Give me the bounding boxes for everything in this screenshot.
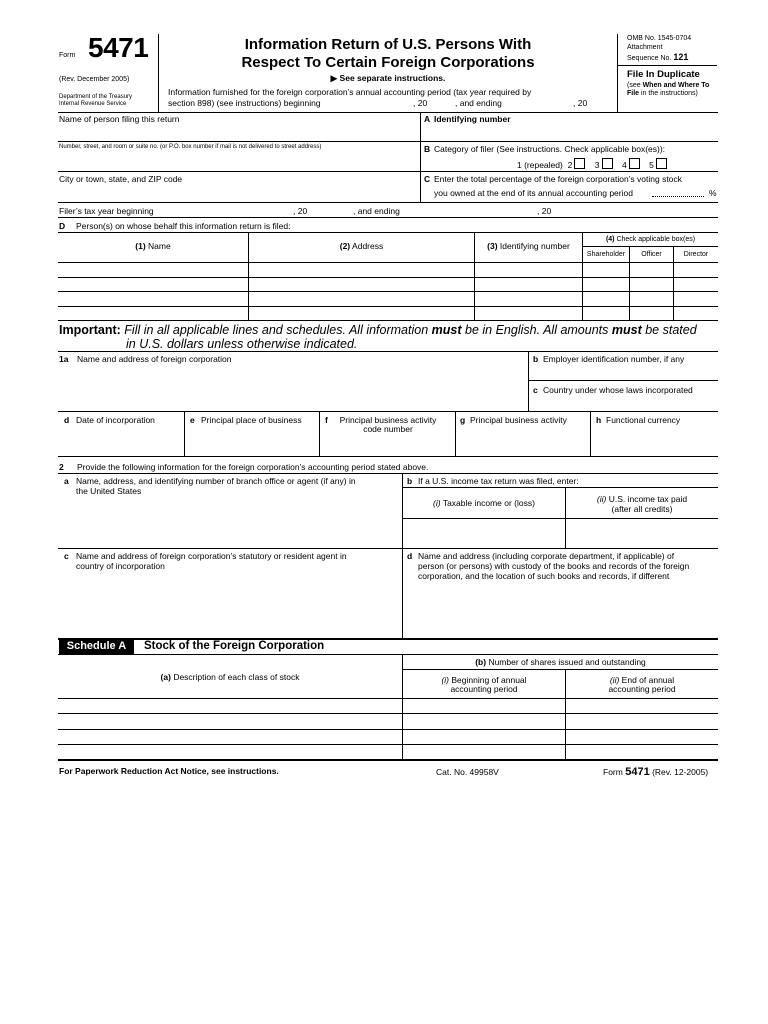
d-subheader-rule xyxy=(582,246,718,247)
rule-202 xyxy=(58,202,718,203)
persons-letter: D xyxy=(59,221,66,231)
dept-treasury: Department of the Treasury xyxy=(59,94,133,100)
period-line2-begin: section 898) (see instructions) beginning xyxy=(168,98,321,108)
see-when-suffix: in the instructions) xyxy=(641,90,698,97)
schedule-a-col-bi-2: accounting period xyxy=(450,684,518,694)
form-number: 5471 xyxy=(88,32,149,63)
line2c-label-1: Name and address of foreign corporation’s statutory or resident agent in xyxy=(76,551,347,561)
category-4-checkbox[interactable] xyxy=(629,158,640,169)
tax-year-20a: , 20 xyxy=(293,206,308,216)
line1b-label: Employer identification number, if any xyxy=(543,354,685,364)
line2bi-header xyxy=(403,498,565,508)
schedule-a-col-b-text: Number of shares issued and outstanding xyxy=(488,657,646,667)
period-line1: Information furnished for the foreign corporation’s annual accounting period (tax year required by xyxy=(168,87,532,97)
filer-col-divider xyxy=(420,112,421,202)
sequence-number xyxy=(627,53,688,63)
line2a-letter: a xyxy=(64,476,69,486)
line2a-label-1: Name, address, and identifying number of branch office or agent (if any) in xyxy=(76,476,356,486)
arrow-right-icon: ▶ xyxy=(330,73,338,83)
tax-year-20b: , 20 xyxy=(537,206,552,216)
line1e-label: Principal place of business xyxy=(201,415,302,425)
see-when-bold: When and Where To File xyxy=(627,82,710,97)
period-line2-ending: , and ending xyxy=(455,98,502,108)
line1b-letter: b xyxy=(533,354,539,364)
line2bii-text1: U.S. income tax paid xyxy=(608,494,688,504)
schedule-a-col-a-num: (a) xyxy=(160,672,171,682)
schedule-a-col-bii-num: (ii) xyxy=(609,675,620,685)
important-text2: be in English. All amounts xyxy=(465,323,609,337)
d-col-name-header xyxy=(58,241,248,251)
rule-171 xyxy=(58,171,718,172)
paperwork-notice: For Paperwork Reduction Act Notice, see instructions. xyxy=(59,766,279,776)
schedule-a-row-rule-2 xyxy=(58,713,718,714)
footer-form-number: 5471 xyxy=(625,766,650,778)
d-sub-officer: Officer xyxy=(641,251,662,258)
line2bi-num: (i) xyxy=(433,498,441,508)
line2b-header-rule xyxy=(402,487,718,488)
d-row-rule-5 xyxy=(58,320,718,321)
schedule-a-col-bi-text1: Beginning of annual xyxy=(451,675,527,685)
line1-def-div-3 xyxy=(455,411,456,456)
line2b-value-top xyxy=(402,518,718,519)
schedule-a-title: Stock of the Foreign Corporation xyxy=(144,640,325,652)
line2d-label-1: Name and address (including corporate department, if applicable) of xyxy=(418,551,675,561)
see-instructions-text: See separate instructions. xyxy=(339,73,446,83)
line2bii-num: (ii) xyxy=(596,494,607,504)
line1h-label: Functional currency xyxy=(606,415,681,425)
d-row-rule-2 xyxy=(58,277,718,278)
see-when-prefix: (see xyxy=(627,82,641,89)
schedule-a-col-a-text: Description of each class of stock xyxy=(173,672,300,682)
tax-year-ending: , and ending xyxy=(353,206,400,216)
category-label: Category of filer (See instructions. Check applicable box(es)): xyxy=(434,144,666,154)
schedule-a-col-a xyxy=(58,672,402,682)
d-col-check-text: Check applicable box(es) xyxy=(616,236,696,243)
line1a-label: Name and address of foreign corporation xyxy=(77,354,232,364)
voting-stock-percent: % xyxy=(709,188,717,198)
line1-def-div-1 xyxy=(184,411,185,456)
line2b-letter: b xyxy=(407,476,413,486)
schedule-a-row-rule-3 xyxy=(58,729,718,730)
category-5-label: 5 xyxy=(649,160,654,170)
line1d-label: Date of incorporation xyxy=(76,415,155,425)
line1g-label: Principal business activity xyxy=(470,415,567,425)
category-letter: B xyxy=(424,144,431,154)
line2-num: 2 xyxy=(59,462,64,472)
schedule-a-row-rule-4 xyxy=(58,744,718,745)
cat-number: Cat. No. 49958V xyxy=(436,767,499,777)
category-2-label: 2 xyxy=(567,160,573,170)
line2d-letter: d xyxy=(407,551,413,561)
form-title-line2: Respect To Certain Foreign Corporations xyxy=(241,54,535,71)
line1-top xyxy=(58,351,718,352)
line2c-letter: c xyxy=(64,551,69,561)
line2b-label: If a U.S. income tax return was filed, enter: xyxy=(418,476,579,486)
category-3-checkbox[interactable] xyxy=(602,158,613,169)
line1d-letter: d xyxy=(64,415,70,425)
schedule-a-col-bii-2: accounting period xyxy=(608,684,676,694)
voting-stock-label-2: you owned at the end of its annual accounting period xyxy=(434,188,633,198)
form-label: Form xyxy=(59,52,76,59)
omb-divider xyxy=(617,65,717,66)
line2-top xyxy=(58,473,718,474)
line2-intro: Provide the following information for the foreign corporation’s accounting period stated above. xyxy=(77,462,429,472)
line2bi-text: Taxable income or (loss) xyxy=(442,498,535,508)
d-table-top xyxy=(58,232,718,233)
attachment-label: Attachment xyxy=(627,44,663,51)
rule-217 xyxy=(58,217,718,218)
d-sub-shareholder: Shareholder xyxy=(586,251,626,258)
line1g-letter: g xyxy=(460,415,466,425)
line2bii-header-1 xyxy=(566,494,718,504)
footer-form-word: Form xyxy=(603,767,623,777)
d-col-check-num: (4) xyxy=(605,236,615,243)
voting-stock-label-1: Enter the total percentage of the foreign corporation’s voting stock xyxy=(434,174,682,184)
city-label: City or town, state, and ZIP code xyxy=(59,174,183,184)
schedule-a-col-b-num: (b) xyxy=(475,657,487,667)
line1c-label: Country under whose laws incorporated xyxy=(543,385,693,395)
category-3-label: 3 xyxy=(594,160,600,170)
tax-year-label: Filer’s tax year beginning xyxy=(59,206,154,216)
sequence-value: 121 xyxy=(673,52,689,62)
line2a-label-2: the United States xyxy=(76,486,142,496)
category-1-label: 1 (repealed) xyxy=(517,160,563,170)
d-row-rule-1 xyxy=(58,262,718,263)
d-row-rule-3 xyxy=(58,291,718,292)
schedule-a-col-b xyxy=(403,657,718,667)
important-text3: be stated xyxy=(645,323,697,337)
irs-label: Internal Revenue Service xyxy=(59,101,127,107)
line1a-num: 1a xyxy=(59,354,69,364)
line2bii-header-2: (after all credits) xyxy=(611,504,673,514)
footer-form-ref xyxy=(603,767,708,777)
d-col-name-text: Name xyxy=(148,241,171,251)
file-in-duplicate: File In Duplicate xyxy=(627,69,700,80)
line1-def-div-2 xyxy=(319,411,320,456)
line1f-label-2: code number xyxy=(363,424,413,434)
category-5-checkbox[interactable] xyxy=(656,158,667,169)
identifying-number-label: Identifying number xyxy=(434,114,511,124)
line1e-letter: e xyxy=(190,415,195,425)
voting-stock-input[interactable] xyxy=(652,196,704,197)
important-notice xyxy=(59,323,724,337)
d-col-idnum-text: Identifying number xyxy=(499,241,570,251)
form-title-line1: Information Return of U.S. Persons With xyxy=(244,36,532,53)
category-2-checkbox[interactable] xyxy=(574,158,585,169)
d-row-rule-4 xyxy=(58,306,718,307)
identifying-number-letter: A xyxy=(424,114,431,124)
category-options xyxy=(517,158,667,170)
category-4-label: 4 xyxy=(621,160,627,170)
header-divider-right xyxy=(617,34,618,112)
line2d-label-3: corporation, and the location of such books and records, if different xyxy=(418,571,670,581)
important-must1: must xyxy=(431,323,462,337)
line2c-label-2: country of incorporation xyxy=(76,561,165,571)
important-label: Important: xyxy=(59,323,121,337)
omb-number: OMB No. 1545-0704 xyxy=(627,35,692,42)
period-line2-20b: , 20 xyxy=(573,98,588,108)
d-col-address-text: Address xyxy=(352,241,384,251)
line1b-bottom xyxy=(528,380,718,381)
street-label: Number, street, and room or suite no. (or P.O. box number if mail is not delivered to street address) xyxy=(59,144,322,150)
line2d-label-2: person (or persons) with custody of the books and records of the foreign xyxy=(418,561,690,571)
line1-def-top xyxy=(58,411,718,412)
d-col-address-header xyxy=(249,241,474,251)
schedule-a-tag: Schedule A xyxy=(59,639,134,654)
line1f-label-1: Principal business activity xyxy=(339,415,437,425)
see-when-where xyxy=(627,82,719,98)
d-col-idnum-num: (3) xyxy=(487,241,498,251)
period-line2-20a: , 20 xyxy=(413,98,428,108)
d-col-name-num: (1) xyxy=(135,241,146,251)
schedule-a-bottom xyxy=(58,759,718,761)
d-sub-director: Director xyxy=(683,251,709,258)
line1f-letter: f xyxy=(325,415,328,425)
schedule-a-title-bottom xyxy=(58,654,718,655)
line2-mid-rule xyxy=(58,548,718,549)
persons-label: Person(s) on whose behalf this information return is filed: xyxy=(76,221,291,231)
schedule-a-sub-rule xyxy=(402,669,718,670)
important-text4: in U.S. dollars unless otherwise indicated. xyxy=(126,337,358,351)
schedule-a-row-rule-1 xyxy=(58,698,718,699)
rule-141 xyxy=(58,141,718,142)
d-col-check-header xyxy=(583,236,718,244)
header-bottom-rule xyxy=(58,112,718,113)
important-must2: must xyxy=(611,323,642,337)
header-divider-left xyxy=(158,34,159,112)
line1c-letter: c xyxy=(533,385,538,395)
schedule-a-col-bii-text1: End of annual xyxy=(621,675,675,685)
line1-def-div-4 xyxy=(590,411,591,456)
line1-bottom xyxy=(58,456,718,457)
d-col-idnum-header xyxy=(475,241,582,251)
sequence-label: Sequence No. xyxy=(627,55,672,62)
important-text1: Fill in all applicable lines and schedules. All information xyxy=(124,323,429,337)
schedule-a-col-bi-num: (i) xyxy=(441,675,450,685)
filer-name-label: Name of person filing this return xyxy=(59,114,180,124)
revision-date: (Rev. December 2005) xyxy=(59,76,130,83)
line1-col-divider xyxy=(528,351,529,411)
see-instructions xyxy=(160,73,616,83)
line1h-letter: h xyxy=(596,415,602,425)
d-col-address-num: (2) xyxy=(339,241,351,251)
footer-rev: (Rev. 12-2005) xyxy=(652,767,709,777)
voting-stock-letter: C xyxy=(424,174,431,184)
